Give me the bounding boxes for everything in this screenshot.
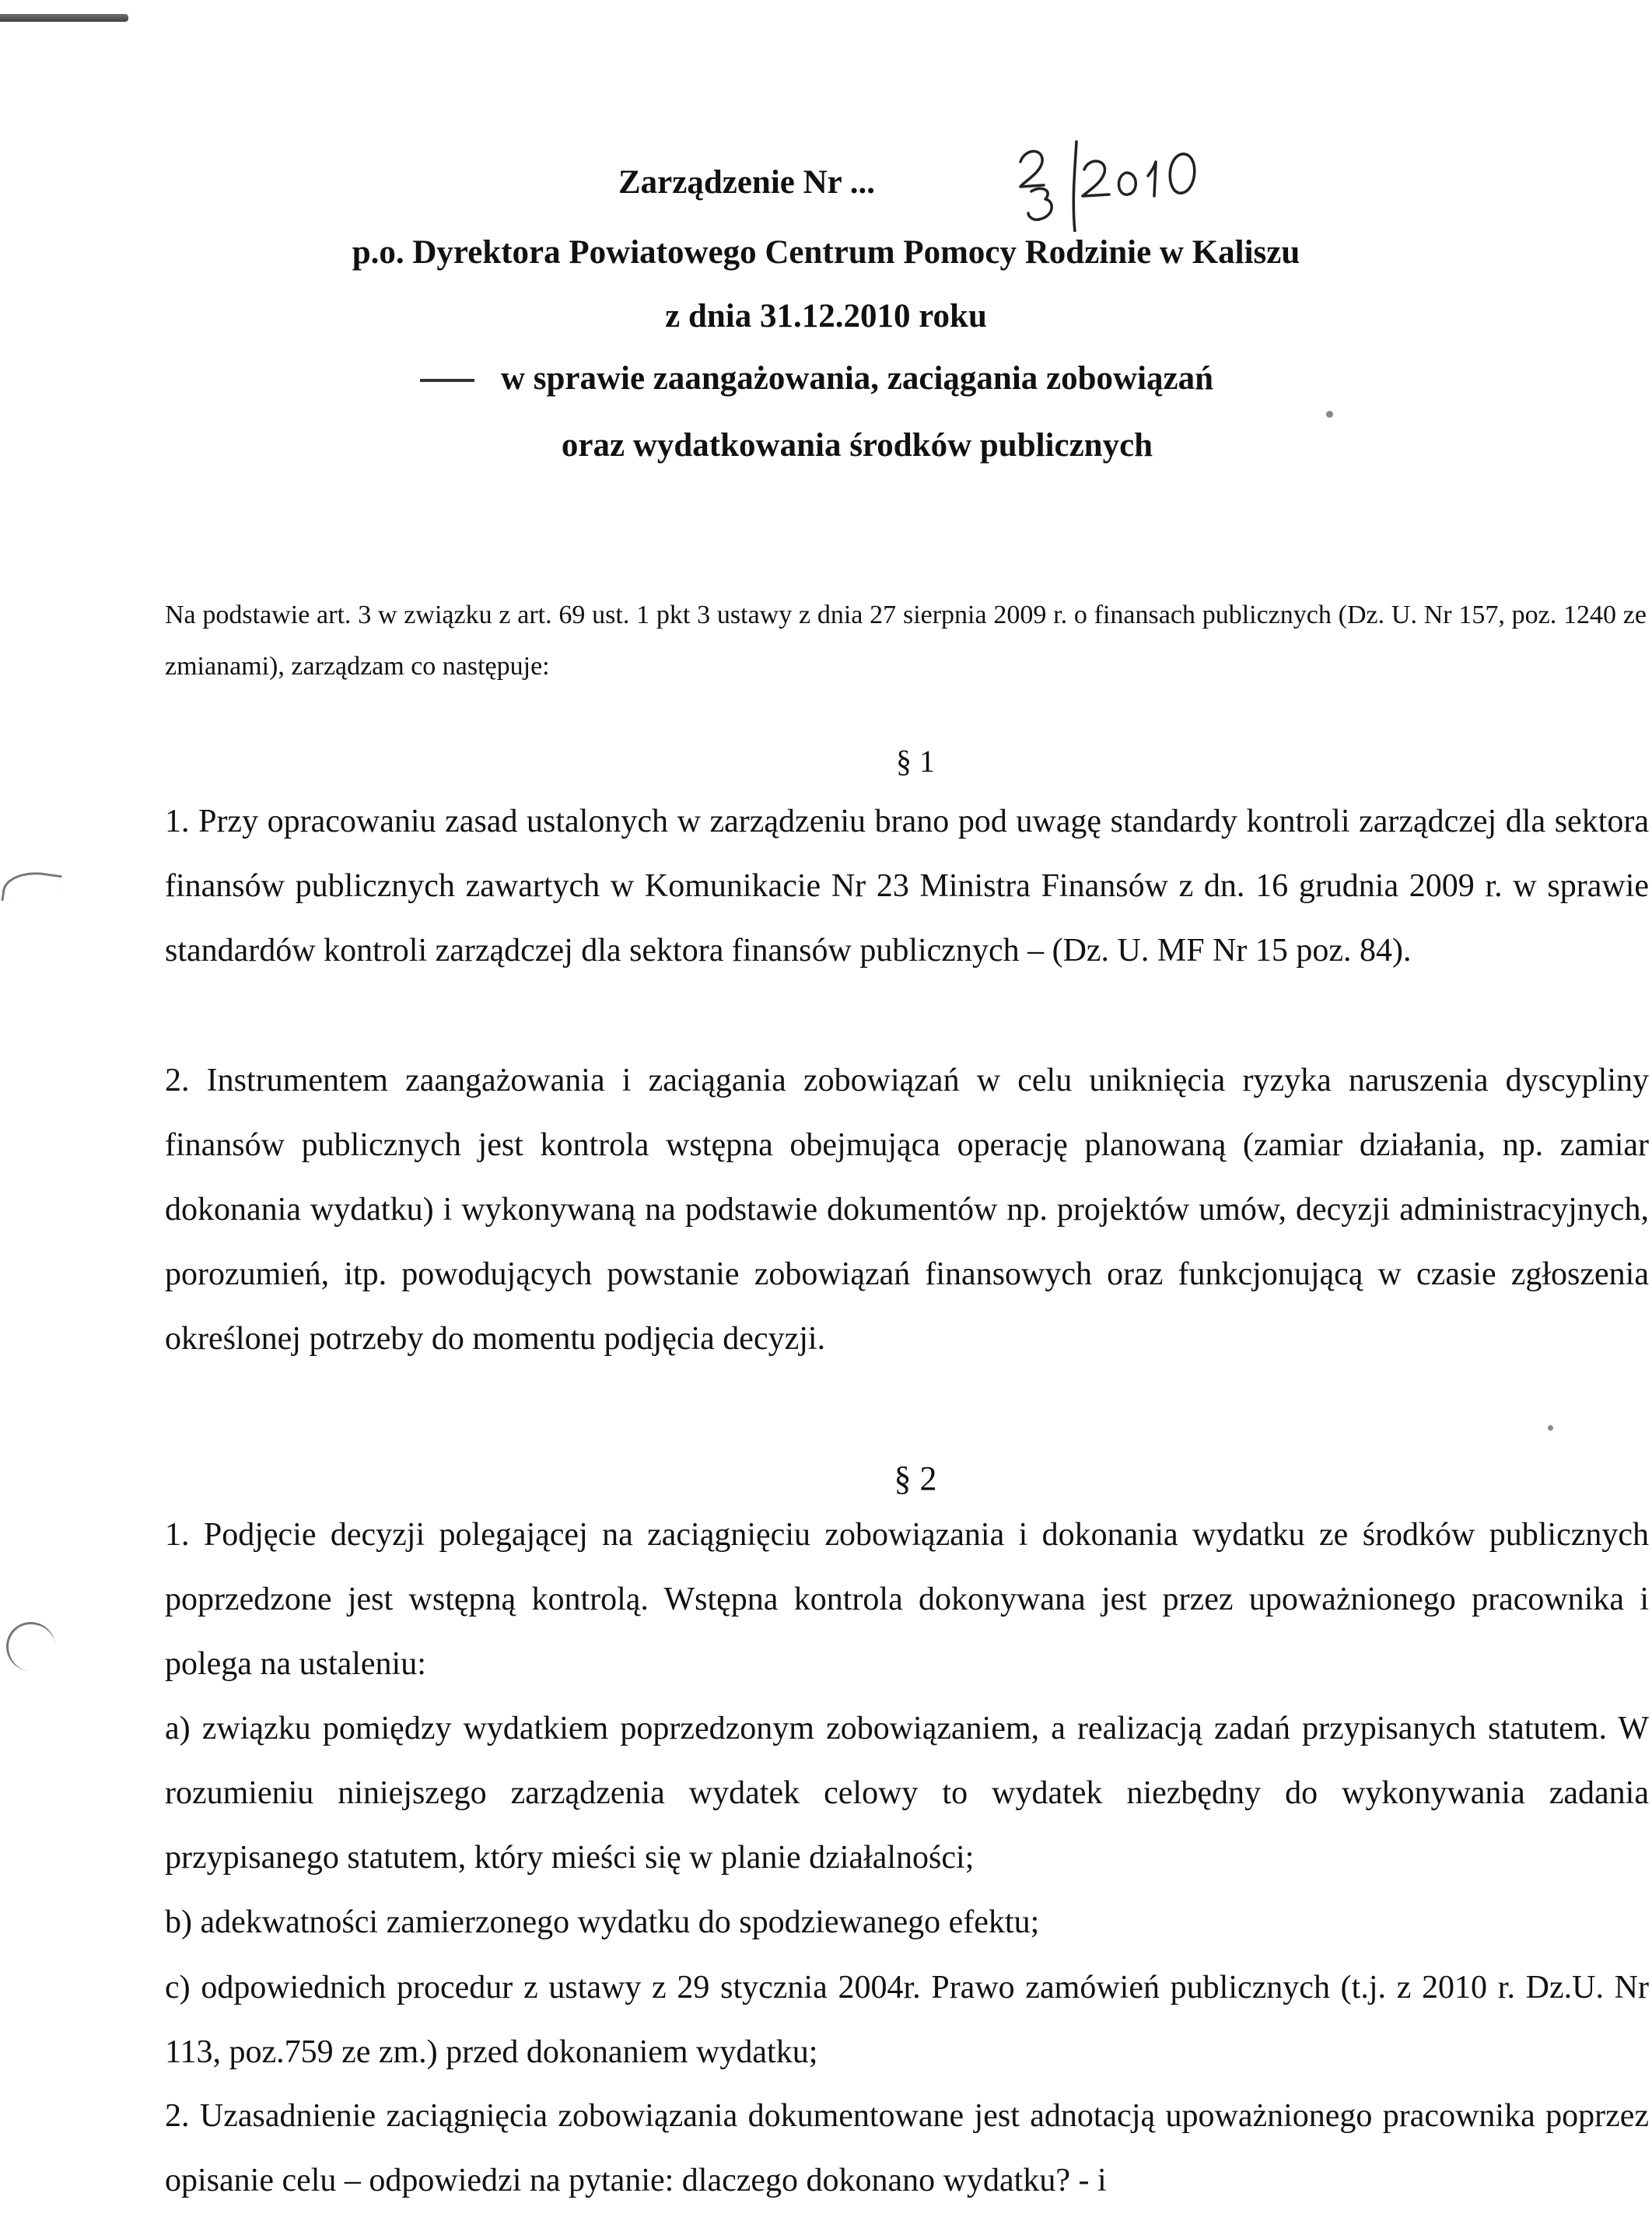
subject-line-2: oraz wydatkowania środków publicznych [561,427,1153,464]
document-date: z dnia 31.12.2010 roku [665,298,987,335]
section-1-paragraph-1: 1. Przy opracowaniu zasad ustalonych w zarządzeniu brano pod uwagę standardy kontroli zarządczej dla sektora finansów publicznych zawartych w Komunikacie Nr 23 Ministra Finansów z dn. 16 grudnia 2009 r. w sprawie standardów kontroli zarządczej dla sektora finansów publicznych – (Dz. U. MF Nr 15 poz. 84). [165,804,1649,969]
title-prefix: Zarządzenie Nr [618,164,842,201]
section-2-item-b: b) adekwatności zamierzonego wydatku do spodziewanego efektu; [165,1904,1040,1940]
section-2-heading: § 2 [894,1459,937,1498]
scan-speck [1326,411,1333,418]
section-2-paragraph-2: 2. Uzasadnienie zaciągnięcia zobowiązania dokumentowane jest adnotacją upoważnionego pracownika poprzez opisanie celu – odpowiedzi na pytanie: dlaczego dokonano wydatku? - i [165,2098,1649,2198]
section-2-item-c: c) odpowiednich procedur z ustawy z 29 stycznia 2004r. Prawo zamówień publicznych (t.j. z 2010 r. Dz.U. Nr 113, poz.759 ze zm.) przed dokonaniem wydatku; [165,1970,1649,2070]
section-2-paragraph-1: 1. Podjęcie decyzji polegającej na zaciągnięciu zobowiązania i dokonania wydatku ze środków publicznych poprzedzone jest wstępną kontrolą. Wstępna kontrola dokonywana jest przez upoważnionego pracownika i polega na ustaleniu: [165,1517,1649,1682]
scan-edge-mark [0,14,128,22]
section-1-heading: § 1 [896,744,935,779]
section-2-item-a: a) związku pomiędzy wydatkiem poprzedzonym zobowiązaniem, a realizacją zadań przypisanych statutem. W rozumieniu niniejszego zarządzenia wydatek celowy to wydatek niezbędny do wykonywania zadania przypisanego statutem, który mieści się w planie działalności; [165,1711,1649,1876]
section-1-paragraph-2: 2. Instrumentem zaangażowania i zaciągania zobowiązań w celu uniknięcia ryzyka naruszenia dyscypliny finansów publicznych jest kontrola wstępna obejmująca operację planowaną (zamiar działania, np. zamiar dokonania wydatku) i wykonywaną na podstawie dokumentów np. projektów umów, decyzji administracyjnych, porozumień, itp. powodujących powstanie zobowiązań finansowych oraz funkcjonującą w czasie zgłoszenia określonej potrzeby do momentu podjęcia decyzji. [165,1063,1649,1357]
subject-line-1: w sprawie zaangażowania, zaciągania zobowiązań [500,360,1214,397]
legal-basis-paragraph: Na podstawie art. 3 w związku z art. 69 ust. 1 pkt 3 ustawy z dnia 27 sierpnia 2009 r. o finansach publicznych (Dz. U. Nr 157, poz. 1240 ze zmianami), zarządzam co następuje: [165,601,1647,681]
scan-speck [1548,1425,1553,1431]
issuing-organization: p.o. Dyrektora Powiatowego Centrum Pomocy Rodzinie w Kaliszu [352,234,1300,271]
punch-hole-mark [1,867,61,909]
title-number-dots: ... [849,164,875,201]
punch-hole-mark [6,1622,55,1671]
handwritten-number-23-2010 [1010,138,1220,232]
